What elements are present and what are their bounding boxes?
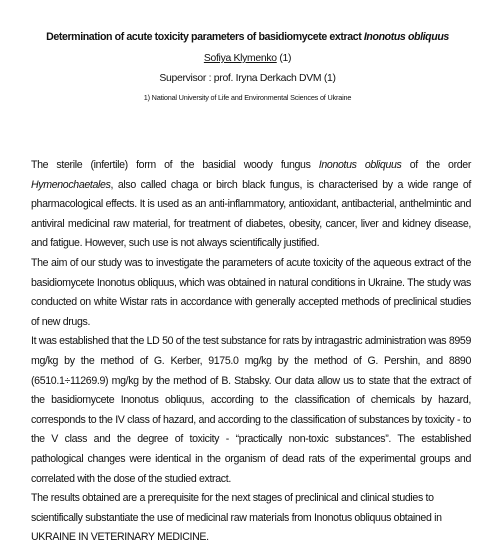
affiliation-line: 1) National University of Life and Environmental Sciences of Ukraine	[143, 93, 352, 102]
p1-text-c: , also called chaga or birch black fungus, is characterised by a wide range of pharmacological effects. It is used as an anti-inflammatory, antioxidant, antibacterial, anthelmintic and antiviral medicinal raw material, for treatment of diabetes, obesity, cancer, liver and kidney disease, and fatigue. However, such use is not always scientifically justified.	[31, 178, 471, 250]
title-species: Inonotus obliquus	[363, 31, 449, 43]
paper-title	[0, 30, 495, 45]
p1-order: Hymenochaetales	[31, 178, 111, 191]
abstract-header	[0, 30, 495, 104]
paragraph-results: It was established that the LD 50 of the test substance for rats by intragastric administration was 8959 mg/kg by the method of G. Kerber, 9175.0 mg/kg by the method of G. Pershin, and 8890 (6510.1÷11269.9) mg/kg by the method of B. Stabsky. Our data allow us to state that the extract of the basidiomycete Inonotus obliquus, according to the classification of chemicals by hazard, corresponds to the IV class of hazard, and according to the classification of substances by toxicity - to the V class and the degree of toxicity - “practically non-toxic substances”. The established pathological changes were identical in the organism of dead rats of the experimental groups and correlated with the dose of the studied extract.	[31, 335, 471, 485]
paragraph-aim: The aim of our study was to investigate the parameters of acute toxicity of the aqueous extract of the basidiomycete Inonotus obliquus, which was obtained in natural conditions in Ukraine. The study was conducted on white Wistar rats in accordance with generally accepted methods of preclinical studies of new drugs.	[31, 256, 471, 328]
author-line	[0, 51, 495, 67]
p1-text-b: of the order	[401, 159, 472, 171]
paragraph-intro	[31, 156, 471, 254]
paragraph-conclusion: The results obtained are a prerequisite for the next stages of preclinical and clinical studies to scientifically substantiate the use of medicinal raw materials from Inonotus obliquus obtained in UKRAINE IN VETERINARY MEDICINE.	[31, 492, 442, 544]
p1-species: Inonotus obliquus	[318, 159, 402, 171]
author-affiliation-mark: (1)	[276, 53, 292, 64]
supervisor-line: Supervisor : prof. Iryna Derkach DVM (1)	[159, 73, 336, 84]
abstract-body	[31, 156, 471, 548]
p1-text-a: The sterile (infertile) form of the basidial woody fungus	[31, 159, 319, 171]
author-name: Sofiya Klymenko	[203, 53, 277, 64]
title-text: Determination of acute toxicity parameters of basidiomycete extract	[46, 31, 364, 43]
